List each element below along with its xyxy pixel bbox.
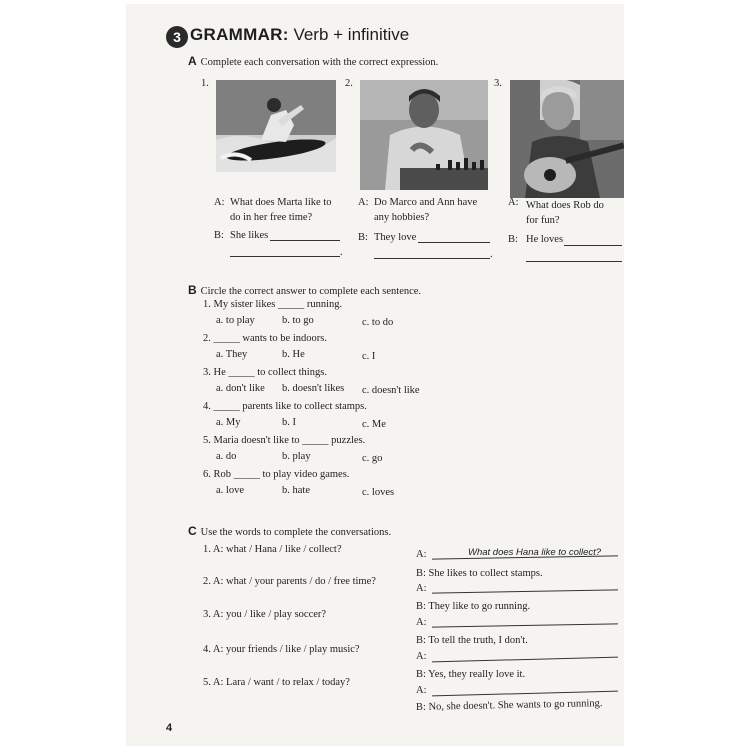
b-q1-option-c[interactable]: c. to do xyxy=(362,317,394,328)
c-a-label-2: A: xyxy=(416,583,427,594)
c-a-label-1: A: xyxy=(416,549,427,560)
c-b-answer-4: B: Yes, they really love it. xyxy=(416,669,526,680)
c-answer-line-2[interactable] xyxy=(432,589,618,593)
conv3-b-text: He loves xyxy=(526,234,564,245)
page-number: 4 xyxy=(166,722,173,734)
conv2-b-label: B: xyxy=(358,232,368,243)
b-q6-option-b[interactable]: b. hate xyxy=(282,485,310,496)
b-q1-option-b[interactable]: b. to go xyxy=(282,315,314,326)
b-q3-option-b[interactable]: b. doesn't likes xyxy=(282,383,345,394)
b-question-2: 2. _____ wants to be indoors. xyxy=(203,333,327,344)
c-a-label-4: A: xyxy=(416,651,427,662)
conv2-a-line2: any hobbies? xyxy=(374,212,430,223)
c-b-answer-2: B: They like to go running. xyxy=(416,601,531,612)
chess-player-photo xyxy=(360,80,488,190)
conv2-blank-1[interactable] xyxy=(418,242,490,243)
section-a-heading: A Complete each conversation with the correct expression. xyxy=(188,54,439,68)
conv1-a-line2: do in her free time? xyxy=(230,212,313,223)
c-prompt-4: 4. A: your friends / like / play music? xyxy=(203,644,360,655)
exercise-title: GRAMMAR: Verb + infinitive xyxy=(190,25,410,44)
conv3-blank-1[interactable] xyxy=(564,245,622,246)
b-q5-option-c[interactable]: c. go xyxy=(362,453,383,464)
c-prompt-1: 1. A: what / Hana / like / collect? xyxy=(203,544,342,555)
conv2-a-label: A: xyxy=(358,197,369,208)
conv3-a-label: A: xyxy=(508,197,519,208)
conv1-a-label: A: xyxy=(214,197,225,208)
conv3-a-line2: for fun? xyxy=(526,215,560,226)
item-a3-number: 3. xyxy=(494,78,502,89)
conv1-end-period: . xyxy=(340,247,343,258)
guitarist-photo xyxy=(510,80,624,198)
c-b-answer-1: B: She likes to collect stamps. xyxy=(416,568,543,579)
b-q5-option-b[interactable]: b. play xyxy=(282,451,311,462)
b-q6-option-c[interactable]: c. loves xyxy=(362,487,395,498)
snowboarder-photo xyxy=(216,80,336,172)
b-q4-option-a[interactable]: a. My xyxy=(216,417,241,428)
section-b-heading: B Circle the correct answer to complete each sentence. xyxy=(188,283,422,297)
c-prompt-5: 5. A: Lara / want / to relax / today? xyxy=(203,677,350,688)
b-question-6: 6. Rob _____ to play video games. xyxy=(203,469,350,480)
conv2-b-text: They love xyxy=(374,232,417,243)
section-c-heading: C Use the words to complete the conversations. xyxy=(188,524,392,538)
c-answer-line-4[interactable] xyxy=(432,657,618,663)
b-q2-option-a[interactable]: a. They xyxy=(216,349,248,360)
b-q4-option-c[interactable]: c. Me xyxy=(362,419,386,430)
b-question-1: 1. My sister likes _____ running. xyxy=(203,299,343,310)
c-prompt-3: 3. A: you / like / play soccer? xyxy=(203,609,327,620)
conv2-end-period: . xyxy=(490,249,493,260)
c-answer-line-3[interactable] xyxy=(432,623,618,627)
b-q3-option-a[interactable]: a. don't like xyxy=(216,383,265,394)
conv2-blank-2[interactable] xyxy=(374,258,490,259)
conv1-b-text: She likes xyxy=(230,230,269,241)
c-b-answer-3: B: To tell the truth, I don't. xyxy=(416,635,528,646)
conv1-a-line1: What does Marta like to xyxy=(230,197,332,208)
conv3-blank-2[interactable] xyxy=(526,261,622,262)
conv1-blank-1[interactable] xyxy=(270,240,340,241)
item-a2-number: 2. xyxy=(345,78,353,89)
b-q5-option-a[interactable]: a. do xyxy=(216,451,237,462)
b-question-5: 5. Maria doesn't like to _____ puzzles. xyxy=(203,435,366,446)
c-prompt-2: 2. A: what / your parents / do / free time? xyxy=(203,576,376,587)
workbook-page xyxy=(126,4,624,746)
c-b-answer-5: B: No, she doesn't. She wants to go running. xyxy=(415,698,603,713)
conv1-blank-2[interactable] xyxy=(230,256,340,257)
conv2-a-line1: Do Marco and Ann have xyxy=(374,197,478,208)
conv3-a-line1: What does Rob do xyxy=(526,200,604,211)
c-example-answer: What does Hana like to collect? xyxy=(468,547,602,558)
b-q4-option-b[interactable]: b. I xyxy=(282,417,296,428)
c-a-label-5: A: xyxy=(416,685,427,696)
b-question-4: 4. _____ parents like to collect stamps. xyxy=(203,401,367,412)
b-q2-option-c[interactable]: c. I xyxy=(362,351,376,362)
item-a1-number: 1. xyxy=(201,78,209,89)
b-q2-option-b[interactable]: b. He xyxy=(282,349,305,360)
b-question-3: 3. He _____ to collect things. xyxy=(203,367,327,378)
exercise-number-badge: 3 xyxy=(166,26,188,48)
c-answer-line-5[interactable] xyxy=(432,691,618,697)
c-a-label-3: A: xyxy=(416,617,427,628)
conv1-b-label: B: xyxy=(214,230,224,241)
b-q1-option-a[interactable]: a. to play xyxy=(216,315,255,326)
b-q6-option-a[interactable]: a. love xyxy=(216,485,244,496)
conv3-b-label: B: xyxy=(508,234,518,245)
b-q3-option-c[interactable]: c. doesn't like xyxy=(362,385,420,396)
